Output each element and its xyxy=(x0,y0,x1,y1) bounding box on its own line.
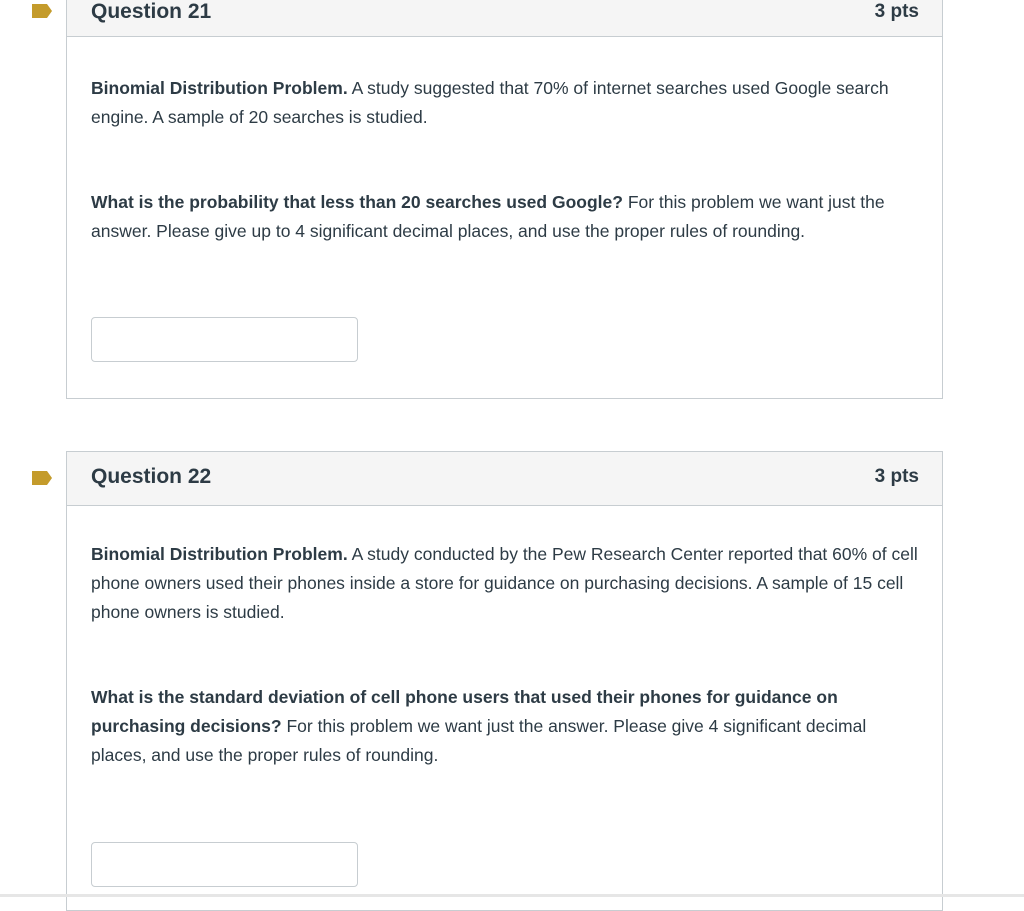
question-points: 3 pts xyxy=(874,466,919,487)
bookmark-flag-icon[interactable] xyxy=(30,3,54,19)
answer-input[interactable] xyxy=(91,317,358,362)
question-header xyxy=(67,0,942,37)
question-prompt-bold: What is the probability that less than 20 searches used Google? xyxy=(91,192,623,212)
question-prompt-text: For this problem we want just the answer. Please give up to 4 significant decimal places, and use the proper rules of rounding. xyxy=(91,192,885,241)
question-intro-text: A study suggested that 70% of internet searches used Google search engine. A sample of 20 searches is studied. xyxy=(91,78,889,127)
bookmark-flag-icon[interactable] xyxy=(30,470,54,486)
question-prompt-text: For this problem we want just the answer. Please give 4 significant decimal places, and use the proper rules of rounding. xyxy=(91,716,867,765)
question-title: Question 21 xyxy=(91,0,212,23)
question-prompt xyxy=(91,683,918,770)
question-title: Question 22 xyxy=(91,465,212,488)
answer-input[interactable] xyxy=(91,842,358,887)
question-header xyxy=(67,452,942,506)
question-intro-bold: Binomial Distribution Problem. xyxy=(91,544,348,564)
question-intro-bold: Binomial Distribution Problem. xyxy=(91,78,348,98)
question-points: 3 pts xyxy=(874,1,919,22)
question-prompt-bold: What is the standard deviation of cell phone users that used their phones for guidance on purchasing decisions? xyxy=(91,687,838,736)
question-prompt xyxy=(91,188,918,246)
question-22 xyxy=(66,451,943,911)
question-intro xyxy=(91,540,918,627)
question-21 xyxy=(66,0,943,399)
question-intro-text: A study conducted by the Pew Research Center reported that 60% of cell phone owners used their phones inside a store for guidance on purchasing decisions. A sample of 15 cell phone owners is studied. xyxy=(91,544,918,622)
question-intro xyxy=(91,74,918,132)
